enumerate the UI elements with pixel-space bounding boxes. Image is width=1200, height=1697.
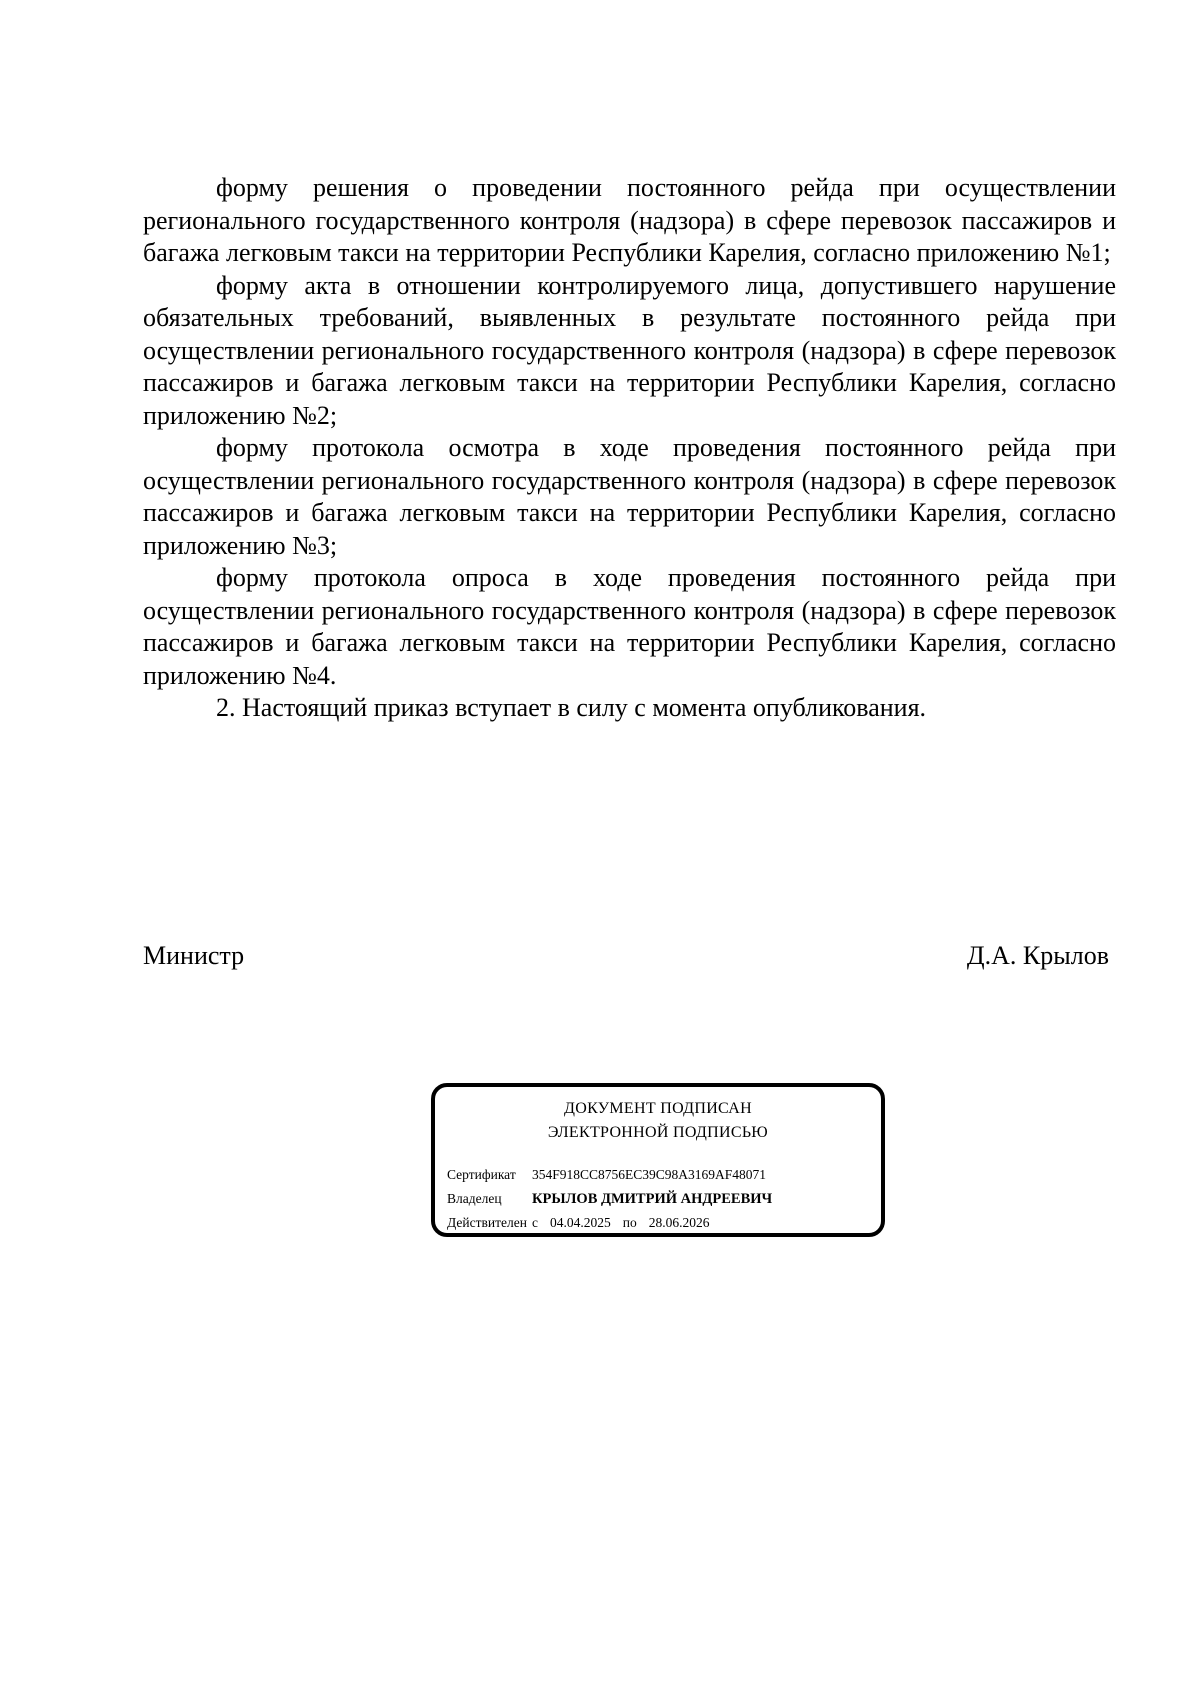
stamp-owner-row <box>447 1187 772 1211</box>
signatory-position: Министр <box>143 941 245 970</box>
paragraph-form-survey-protocol: форму протокола опроса в ходе проведения постоянного рейда при осуществлении регионального государственного контроля (надзора) в сфере перевозок пассажиров и багажа легковым такси на территории Республики Карелия, согласно приложению №4. <box>143 563 1116 690</box>
electronic-signature-stamp <box>431 1083 885 1237</box>
paragraph-form-act: форму акта в отношении контролируемого лица, допустившего нарушение обязательных требований, выявленных в результате постоянного рейда при осуществлении регионального государственного контроля (надзора) в сфере перевозок пассажиров и багажа легковым такси на территории Республики Карелия, согласно приложению №2; <box>143 270 1116 430</box>
validity-label: Действителен <box>447 1215 527 1230</box>
stamp-certificate-row <box>447 1163 772 1187</box>
signature-block <box>143 940 1109 972</box>
stamp-validity-row <box>447 1211 772 1235</box>
owner-value: КРЫЛОВ ДМИТРИЙ АНДРЕЕВИЧ <box>532 1191 773 1207</box>
valid-from-date: 04.04.2025 <box>550 1215 611 1230</box>
document-body <box>143 172 1116 725</box>
valid-to-date: 28.06.2026 <box>648 1215 710 1230</box>
paragraph-form-inspection-protocol: форму протокола осмотра в ходе проведения постоянного рейда при осуществлении регионального государственного контроля (надзора) в сфере перевозок пассажиров и багажа легковым такси на территории Республики Карелия, согласно приложению №3; <box>143 433 1116 560</box>
certificate-value: 354F918CC8756EC39C98A3169AF48071 <box>532 1167 767 1182</box>
valid-from-prefix: с <box>532 1215 538 1230</box>
owner-label: Владелец <box>447 1191 502 1206</box>
stamp-title <box>435 1097 881 1145</box>
stamp-details <box>447 1163 772 1235</box>
signatory-name: Д.А. Крылов <box>966 941 1109 970</box>
valid-to-prefix: по <box>622 1215 637 1230</box>
paragraph-form-decision: форму решения о проведении постоянного рейда при осуществлении регионального государственного контроля (надзора) в сфере перевозок пассажиров и багажа легковым такси на территории Республики Карелия, согласно приложению №1; <box>143 173 1116 267</box>
stamp-title-line-1: ДОКУМЕНТ ПОДПИСАН <box>564 1100 752 1117</box>
certificate-label: Сертификат <box>447 1167 516 1182</box>
paragraph-effective-date: 2. Настоящий приказ вступает в силу с момента опубликования. <box>216 693 927 722</box>
stamp-title-line-2: ЭЛЕКТРОННОЙ ПОДПИСЬЮ <box>547 1124 769 1141</box>
